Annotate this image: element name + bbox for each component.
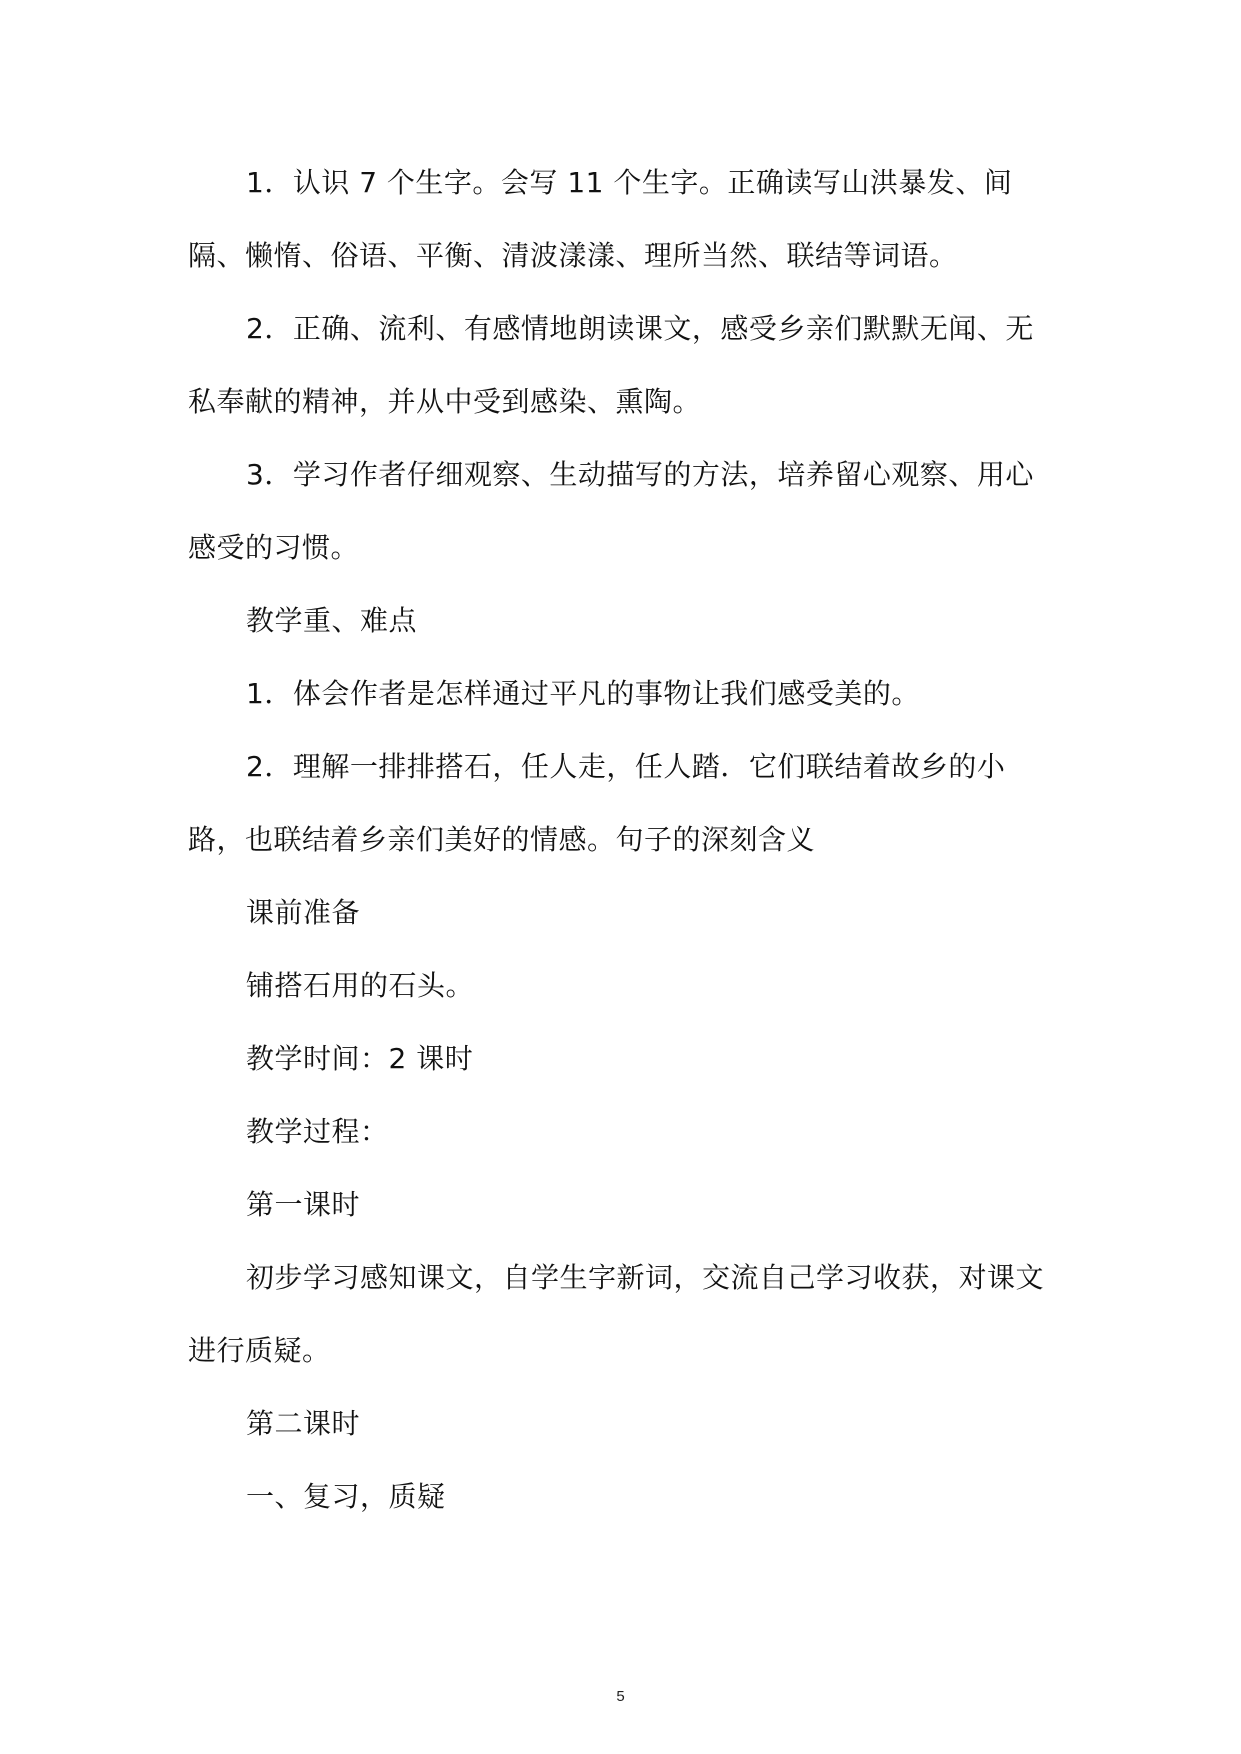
teaching-process-heading: 教学过程： xyxy=(246,1115,389,1148)
review-heading: 一、复习，质疑 xyxy=(246,1480,446,1513)
preparation-heading: 课前准备 xyxy=(246,896,361,929)
first-lesson-paragraph: 初步学习感知课文，自学生字新词，交流自己学习收获，对课文进行质疑。 xyxy=(188,1261,1045,1367)
teaching-time-paragraph: 教学时间：2 课时 xyxy=(246,1042,474,1075)
key-points-heading: 教学重、难点 xyxy=(246,604,418,637)
key-point-2-paragraph: 2．理解一排排搭石，任人走，任人踏．它们联结着故乡的小路，也联结着乡亲们美好的情感。句子的深刻含义 xyxy=(188,750,1006,856)
key-point-1-paragraph: 1．体会作者是怎样通过平凡的事物让我们感受美的。 xyxy=(246,677,920,710)
first-lesson-heading: 第一课时 xyxy=(246,1188,361,1221)
second-lesson-heading: 第二课时 xyxy=(246,1407,361,1440)
preparation-paragraph: 铺搭石用的石头。 xyxy=(246,969,475,1002)
objective-2-paragraph: 2．正确、流利、有感情地朗读课文，感受乡亲们默默无闻、无私奉献的精神，并从中受到感染、熏陶。 xyxy=(188,312,1034,418)
objective-1-paragraph: 1．认识 7 个生字。会写 11 个生字。正确读写山洪暴发、间隔、懒惰、俗语、平衡、清波漾漾、理所当然、联结等词语。 xyxy=(188,166,1013,272)
objective-3-paragraph: 3．学习作者仔细观察、生动描写的方法，培养留心观察、用心感受的习惯。 xyxy=(188,458,1034,564)
document-body xyxy=(188,146,1058,1533)
page-number: 5 xyxy=(616,1688,625,1705)
